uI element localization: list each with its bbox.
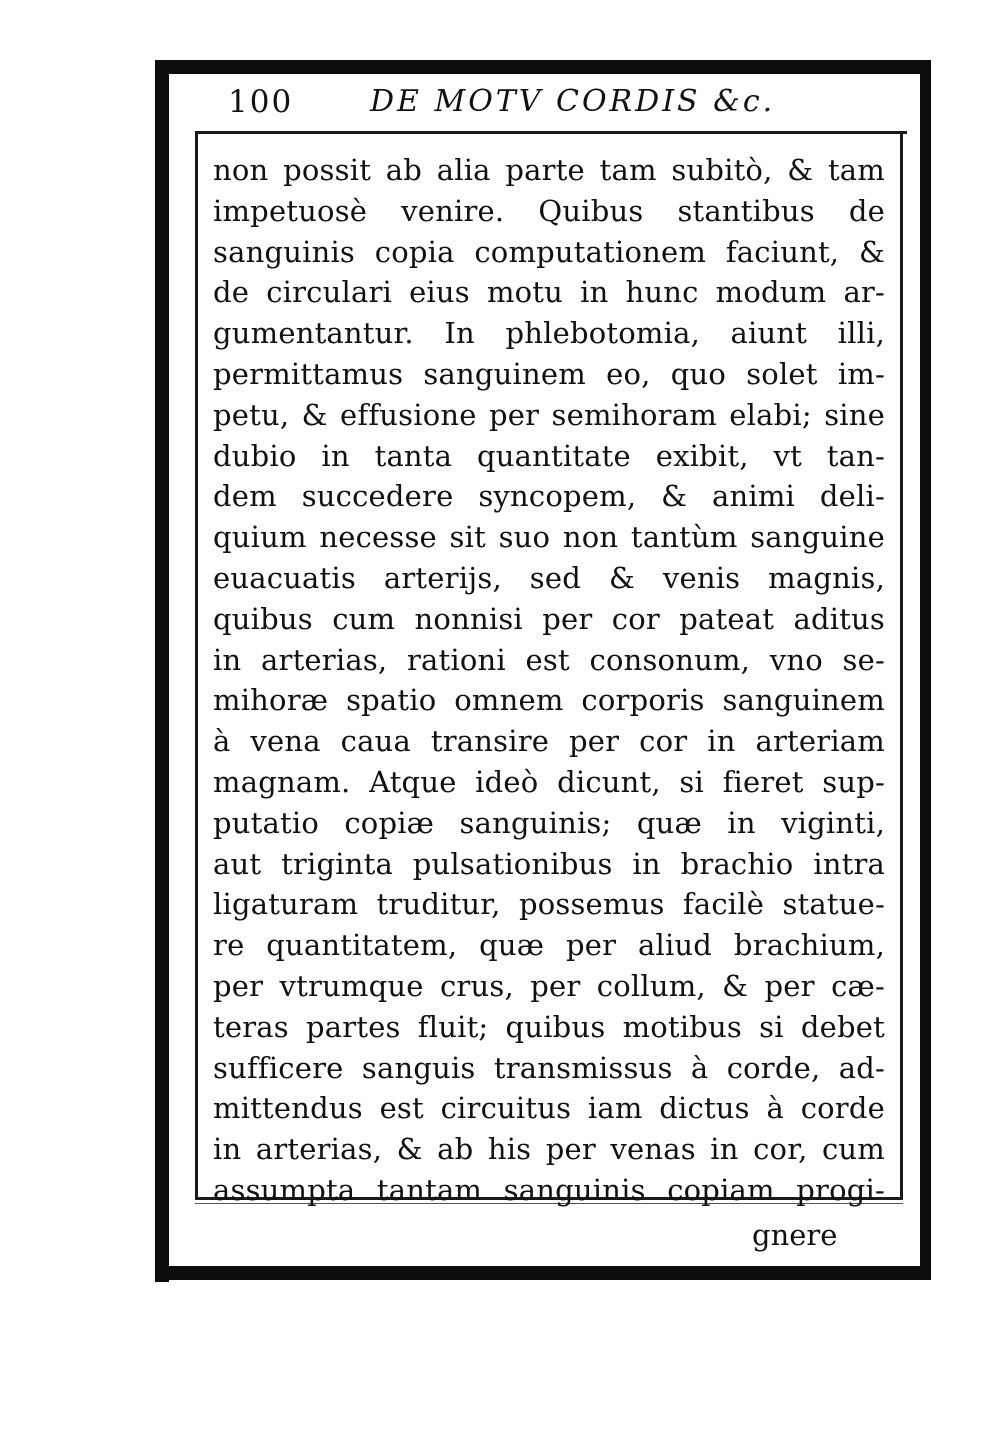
text-line: in arterias, rationi est consonum, vno se-: [213, 642, 885, 677]
inner-frame-left-rule: [195, 131, 198, 1199]
text-line: de circulari eius motu in hunc modum ar-: [213, 275, 885, 310]
text-line: sufficere sanguis transmissus à corde, ad-: [213, 1050, 885, 1085]
page-number: 100: [228, 84, 294, 120]
inner-frame-right-rule: [900, 131, 903, 1199]
text-line: ligaturam truditur, possemus facilè statue-: [213, 887, 885, 922]
text-line: impetuosè venire. Quibus stantibus de: [213, 193, 885, 228]
body-text: [213, 150, 885, 1211]
text-line: assumpta tantam sanguinis copiam progi-: [213, 1172, 885, 1207]
text-line: euacuatis arterijs, sed & venis magnis,: [213, 560, 885, 595]
text-line: mihoræ spatio omnem corporis sanguinem: [213, 683, 885, 718]
outer-frame-bottom-rule: [155, 1266, 931, 1280]
outer-frame-top-rule: [155, 60, 931, 74]
text-line: magnam. Atque ideò dicunt, si fieret sup-: [213, 764, 885, 799]
text-line: putatio copiæ sanguinis; quæ in viginti,: [213, 805, 885, 840]
running-title: DE MOTV CORDIS &c.: [370, 84, 776, 119]
text-line: in arterias, & ab his per venas in cor, cum: [213, 1132, 885, 1167]
text-line: per vtrumque crus, per collum, & per cæ-: [213, 968, 885, 1003]
text-line: à vena caua transire per cor in arteriam: [213, 724, 885, 759]
text-line: dem succedere syncopem, & animi deli-: [213, 479, 885, 514]
catchword: gnere: [752, 1218, 838, 1252]
text-line: dubio in tanta quantitate exibit, vt tan-: [213, 438, 885, 473]
inner-frame-top-rule: [195, 131, 907, 134]
text-line: petu, & effusione per semihoram elabi; sine: [213, 397, 885, 432]
outer-frame-left-rule: [155, 60, 169, 1282]
text-line: teras partes fluit; quibus motibus si debet: [213, 1009, 885, 1044]
text-line: quibus cum nonnisi per cor pateat aditus: [213, 601, 885, 636]
text-line: aut triginta pulsationibus in brachio intra: [213, 846, 885, 881]
text-line: re quantitatem, quæ per aliud brachium,: [213, 928, 885, 963]
text-line: quium necesse sit suo non tantùm sanguine: [213, 520, 885, 555]
text-line: mittendus est circuitus iam dictus à corde: [213, 1091, 885, 1126]
outer-frame-right-rule: [920, 68, 931, 1280]
text-line: permittamus sanguinem eo, quo solet im-: [213, 356, 885, 391]
text-line: sanguinis copia computationem faciunt, &: [213, 234, 885, 269]
text-line: gumentantur. In phlebotomia, aiunt illi,: [213, 316, 885, 351]
text-line: non possit ab alia parte tam subitò, & tam: [213, 153, 885, 187]
